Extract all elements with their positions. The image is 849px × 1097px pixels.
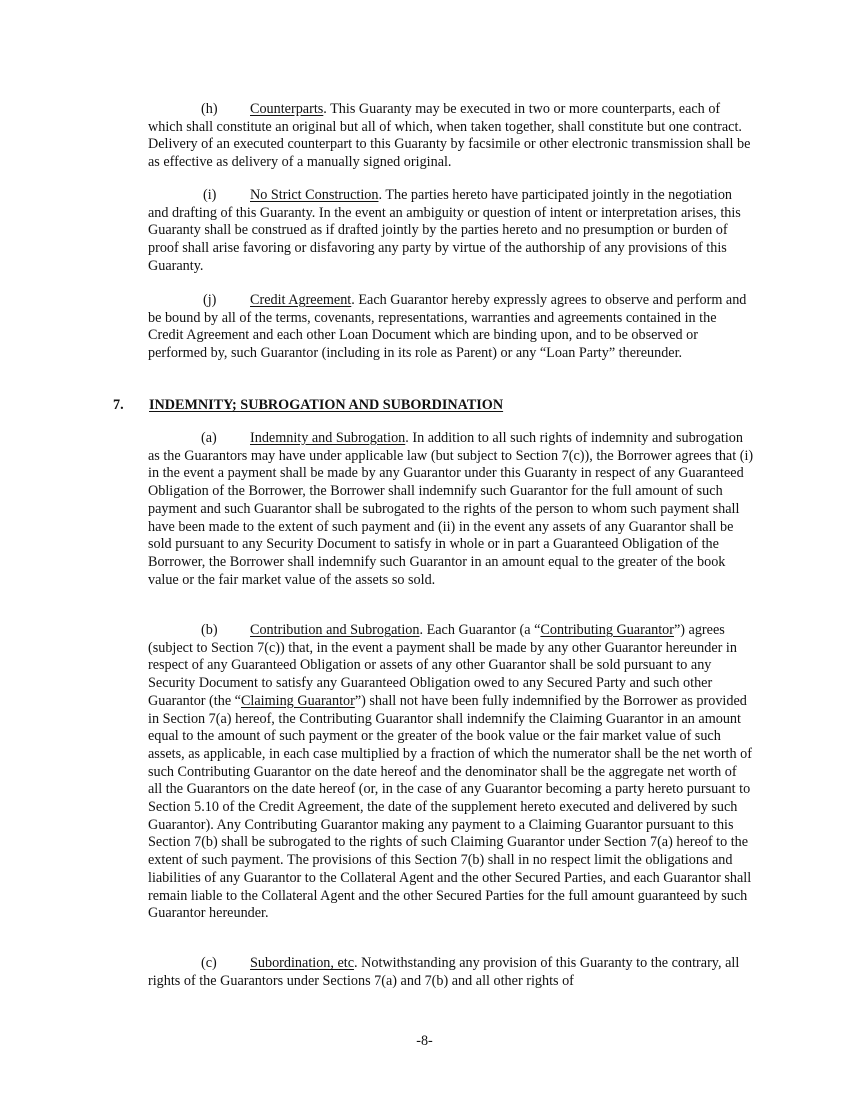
section-h-counterparts: [148, 101, 754, 172]
subsection-b-label: (b): [201, 622, 218, 638]
page-number: -8-: [416, 1033, 433, 1049]
subsection-b-body-3: ”) shall not have been fully indemnified by the Borrower as provided in Section 7(a) hereof, the Contributing Guarantor shall indemnify the Claiming Guarantor in an amount equal to the amount of such payment or the greater of the book value or the fair market value of such assets, as applicable, in each case multiplied by a fraction of which the numerator shall be the net worth of such Contributing Guarantor on the date hereof and the denominator shall be the aggregate net worth of all the Guarantors on the date hereof (or, in the case of any Guarantor becoming a party hereto pursuant to Section 5.10 of the Credit Agreement, the date of the supplement hereto executed and delivered by such Guarantor). Any Contributing Guarantor making any payment to a Claiming Guarantor pursuant to this Section 7(b) shall be subrogated to the rights of such Claiming Guarantor under Section 7(a) hereof to the extent of such payment. The provisions of this Section 7(b) shall in no respect limit the obligations and liabilities of any Guarantor to the Collateral Agent and the other Secured Parties, and each Guarantor shall remain liable to the Collateral Agent and the other Secured Parties for the full amount guaranteed by such Guarantor hereunder.: [148, 692, 752, 922]
section-h-title: Counterparts: [250, 101, 324, 117]
section-i-label: (i): [203, 187, 217, 203]
subsection-c-body: . Notwithstanding any provision of this Guaranty to the contrary, all rights of the Guarantors under Sections 7(a) and 7(b) and all other rights of: [148, 955, 740, 989]
subsection-a-body: . In addition to all such rights of indemnity and subrogation as the Guarantors may have under applicable law (but subject to Section 7(c)), the Borrower agrees that (i) in the event a payment shall be made by any Guarantor under this Guaranty in respect of any Guaranteed Obligation of the Borrower, the Borrower shall indemnify such Guarantor for the full amount of such payment and such Guarantor shall be subrogated to the rights of the person to whom such payment shall have been made to the extent of such payment and (ii) in the event any assets of any Guarantor shall be sold pursuant to any Security Document to satisfy in whole or in part a Guaranteed Obligation of the Borrower, the Borrower shall indemnify such Guarantor in an amount equal to the greater of the book value or the fair market value of the assets so sold.: [148, 430, 754, 588]
subsection-b-body-1: . Each Guarantor (a “: [419, 622, 541, 638]
subsection-b-title: Contribution and Subrogation: [250, 622, 420, 638]
section-h-label: (h): [201, 101, 218, 117]
subsection-b-contribution: [148, 622, 754, 923]
subsection-a-label: (a): [201, 430, 217, 446]
section-7-title: INDEMNITY; SUBROGATION AND SUBORDINATION: [149, 397, 504, 413]
section-j-label: (j): [203, 292, 217, 308]
subsection-a-indemnity: [148, 430, 754, 589]
contributing-guarantor-term: Contributing Guarantor: [540, 622, 674, 638]
section-j-body: . Each Guarantor hereby expressly agrees to observe and perform and be bound by all of the terms, covenants, representations, warranties and agreements contained in the Credit Agreement and each other Loan Document which are binding upon, and to be observed or performed by, such Guarantor (including in its role as Parent) or any “Loan Party” thereunder.: [148, 292, 747, 362]
subsection-b-body-2: ”) agrees (subject to Section 7(c)) that, in the event a payment shall be made by any other Guarantor hereunder in respect of any Guaranteed Obligation or assets of any other Guarantor shall be sold pursuant to any Security Document to satisfy any Guaranteed Obligation owed to any Secured Party and such other Guarantor (the “: [148, 622, 737, 709]
section-7-heading: [113, 397, 503, 415]
section-7-number: 7.: [113, 397, 124, 413]
section-j-credit-agreement: [148, 292, 754, 363]
section-i-body: . The parties hereto have participated jointly in the negotiation and drafting of this Guaranty. In the event an ambiguity or question of intent or interpretation arises, this Guaranty shall be construed as if drafted jointly by the parties hereto and no presumption or burden of proof shall arise favoring or disfavoring any party by virtue of the authorship of any provisions of this Guaranty.: [148, 187, 741, 274]
section-i-title: No Strict Construction: [250, 187, 379, 203]
subsection-c-subordination: [148, 955, 754, 990]
subsection-a-title: Indemnity and Subrogation: [250, 430, 406, 446]
claiming-guarantor-term: Claiming Guarantor: [240, 692, 355, 709]
section-j-title: Credit Agreement: [250, 292, 352, 308]
subsection-c-label: (c): [201, 955, 217, 971]
section-h-body: . This Guaranty may be executed in two or more counterparts, each of which shall constitute an original but all of which, when taken together, shall constitute but one contract. Delivery of an executed counterpart to this Guaranty by facsimile or other electronic transmission shall be as effective as delivery of a manually signed original.: [148, 101, 751, 171]
section-i-no-strict-construction: [148, 187, 754, 276]
subsection-c-title: Subordination, etc: [250, 955, 355, 971]
